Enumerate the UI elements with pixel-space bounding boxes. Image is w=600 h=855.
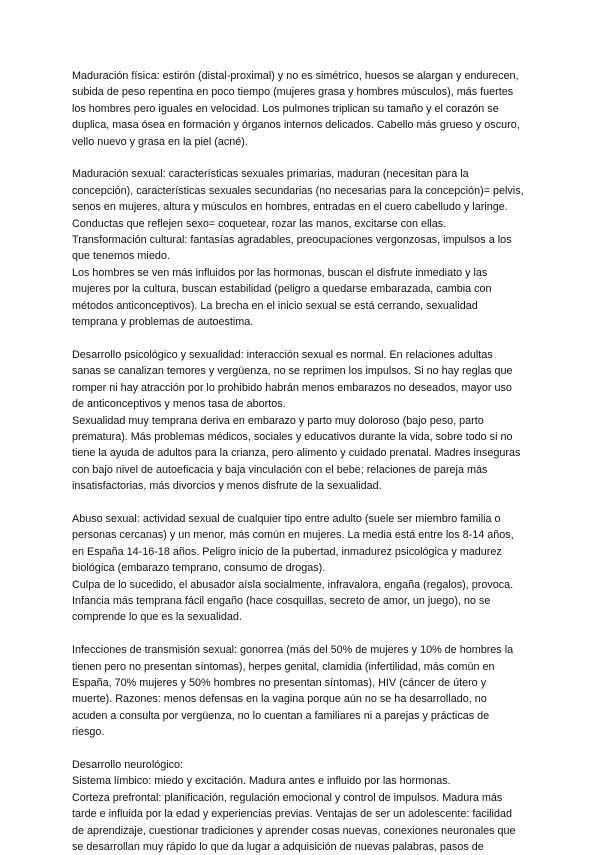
paragraph: Corteza prefrontal: planificación, regulación emocional y control de impulsos. Madura más tarde e influida por la edad y experiencias previas. Ventajas de ser un adolescente: facilidad de aprendizaje, cuestionar tradiciones y aprender cosas nuevas, conexiones neuronales que se desarrollan muy rápido lo que da lugar a adquisición de nuevas palabras, pasos de <box>72 791 516 854</box>
paragraph: Maduración física: estirón (distal-proximal) y no es simétrico, huesos se alargan y endurecen, subida de peso repentina en poco tiempo (mujeres grasa y hombres músculos), más fuertes los hombres pero iguales en velocidad. Los pulmones triplican su tamaño y el corazón se duplica, masa ósea en formación y órganos internos delicados. Cabello más grueso y oscuro, vello nuevo y grasa en la piel (acné). <box>72 70 520 148</box>
paragraph: Sistema límbico: miedo y excitación. Madura antes e influido por las hormonas. <box>72 775 451 788</box>
paragraph: Infecciones de transmisión sexual: gonorrea (más del 50% de mujeres y 10% de hombres la tienen pero no presentan síntomas), herpes genital, clamidia (infertilidad, más común en España, 70% mujeres y 50% hombres no presentan síntomas), HIV (cáncer de útero y muerte). Razones: menos defensas en la vagina porque aún no se ha desarrollado, no acuden a consulta por vergüenza, no lo cuentan a familiares ni a parejas y prácticas de riesgo. <box>72 644 514 739</box>
paragraph: Abuso sexual: actividad sexual de cualquier tipo entre adulto (suele ser miembro familia o personas cercanas) y un menor, más común en mujeres. La media está entre los 8-14 años, en España 14-16-18 años. Peligro inicio de la pubertad, inmadurez psicológica y madurez biológica (embarazo temprano, consumo de drogas). <box>72 512 514 575</box>
paragraph-spacer <box>72 626 524 642</box>
paragraph-spacer <box>72 150 524 166</box>
paragraph-spacer <box>72 330 524 346</box>
paragraph: Transformación cultural: fantasías agradables, preocupaciones vergonzosas, impulsos a los que tenemos miedo. <box>72 234 512 263</box>
paragraph: Sexualidad muy temprana deriva en embarazo y parto muy doloroso (bajo peso, parto prematura). Más problemas médicos, sociales y educativos durante la vida, sobre todo si no tiene la ayuda de adultos para la crianza, pero alimento y cuidado prenatal. Madres inseguras con bajo nivel de autoeficacia y baja vinculación con el bebe; relaciones de pareja más insatisfactorias, más divorcios y menos disfrute de la sexualidad. <box>72 414 521 493</box>
paragraph-spacer <box>72 741 524 757</box>
paragraph: Los hombres se ven más influidos por las hormonas, buscan el disfrute inmediato y las mujeres por la cultura, buscan estabilidad (peligro a quedarse embarazada, cambia con métodos anticonceptivos). La brecha en el inicio sexual se está cerrando, sexualidad temprana y problemas de autoestima. <box>72 266 492 329</box>
paragraph: Desarrollo neurológico: <box>72 758 184 771</box>
paragraph-spacer <box>72 495 524 511</box>
document-page <box>72 68 524 855</box>
paragraph: Culpa de lo sucedido, el abusador aísla socialmente, infravalora, engaña (regalos), provoca. Infancia más temprana fácil engaño (hace cosquillas, secreto de amor, un juego), no se comprende lo que es la sexualidad. <box>72 578 514 624</box>
paragraph: Maduración sexual: características sexuales primarias, maduran (necesitan para la concepción), características sexuales secundarias (no necesarias para la concepción)= pelvis, senos en mujeres, altura y músculos en hombres, entradas en el cuero cabelludo y laringe. Conductas que reflejen sexo= coquetear, rozar las manos, excitarse con ellas. <box>72 168 524 230</box>
paragraph: Desarrollo psicológico y sexualidad: interacción sexual es normal. En relaciones adultas sanas se canalizan temores y vergüenza, no se reprimen los impulsos. Si no hay reglas que romper ni hay atracción por lo prohibido habrán menos embarazos no deseados, mayor uso de anticonceptivos y menos tasa de abortos. <box>72 348 513 411</box>
